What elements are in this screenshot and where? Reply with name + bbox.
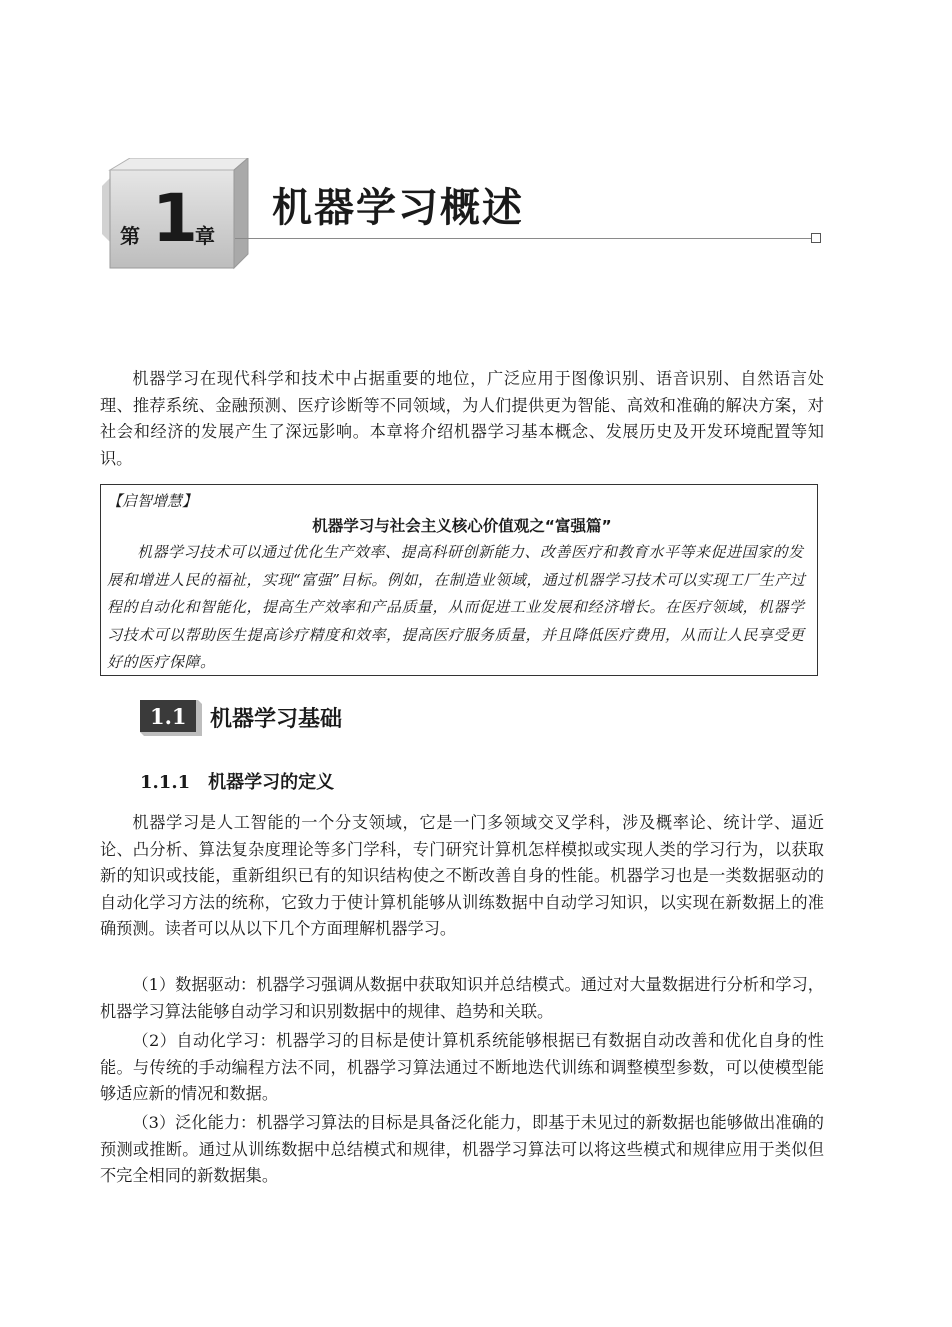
section-title: 机器学习基础 — [210, 707, 343, 732]
list-item-data-driven: （1）数据驱动：机器学习强调从数据中获取知识并总结模式。通过对大量数据进行分析和学习，机器学习算法能够自动学习和识别数据中的规律、趋势和关联。 — [100, 975, 824, 1021]
intro-paragraph: 机器学习在现代科学和技术中占据重要的地位，广泛应用于图像识别、语音识别、自然语言处理、推荐系统、金融预测、医疗诊断等不同领域，为人们提供更为智能、高效和准确的解决方案，对社会和经济的发展产生了深远影响。本章将介绍机器学习基本概念、发展历史及开发环境配置等知识。 — [100, 369, 824, 468]
insight-box-title: 机器学习与社会主义核心价值观之“富强篇” — [312, 517, 612, 535]
list-item-auto-learning: （2）自动化学习：机器学习的目标是使计算机系统能够根据已有数据自动改善和优化自身的性能。与传统的手动编程方法不同，机器学习算法通过不断地迭代训练和调整模型参数，可以使模型能够适应新的情况和数据。 — [100, 1031, 824, 1103]
insight-box-text: 机器学习技术可以通过优化生产效率、提高科研创新能力、改善医疗和教育水平等来促进国家的发展和增进人民的福祉，实现“富强”目标。例如，在制造业领域，通过机器学习技术可以实现工厂生产过程的自动化和智能化，提高生产效率和产品质量，从而促进工业发展和经济增长。在医疗领域，机器学习技术可以帮助医生提高诊疗精度和效率，提高医疗服务质量，并且降低医疗费用，从而让人民享受更好的医疗保障。 — [107, 543, 806, 671]
chapter-badge — [100, 158, 250, 274]
chapter-prefix: 第 — [120, 224, 140, 248]
insight-box-tag: 【启智增慧】 — [107, 492, 198, 510]
subsection-number: 1.1.1 — [140, 772, 191, 793]
chapter-rule-end-square — [811, 233, 821, 243]
section-number: 1.1 — [150, 704, 187, 729]
subsection-title: 机器学习的定义 — [208, 772, 335, 793]
chapter-rule — [235, 238, 811, 239]
chapter-suffix: 章 — [195, 224, 215, 248]
chapter-number: 1 — [152, 180, 196, 257]
list-item-generalization: （3）泛化能力：机器学习算法的目标是具备泛化能力，即基于未见过的新数据也能够做出准确的预测或推断。通过从训练数据中总结模式和规律，机器学习算法可以将这些模式和规律应用于类似但不完全相同的新数据集。 — [100, 1113, 824, 1185]
body-paragraph: 机器学习是人工智能的一个分支领域，它是一门多领域交叉学科，涉及概率论、统计学、逼近论、凸分析、算法复杂度理论等多门学科，专门研究计算机怎样模拟或实现人类的学习行为，以获取新的知识或技能，重新组织已有的知识结构使之不断改善自身的性能。机器学习也是一类数据驱动的自动化学习方法的统称，它致力于使计算机能够从训练数据中自动学习知识，以实现在新数据上的准确预测。读者可以从以下几个方面理解机器学习。 — [100, 813, 824, 938]
chapter-title: 机器学习概述 — [272, 185, 524, 231]
subsection-heading — [140, 768, 334, 794]
insight-box — [100, 484, 818, 676]
